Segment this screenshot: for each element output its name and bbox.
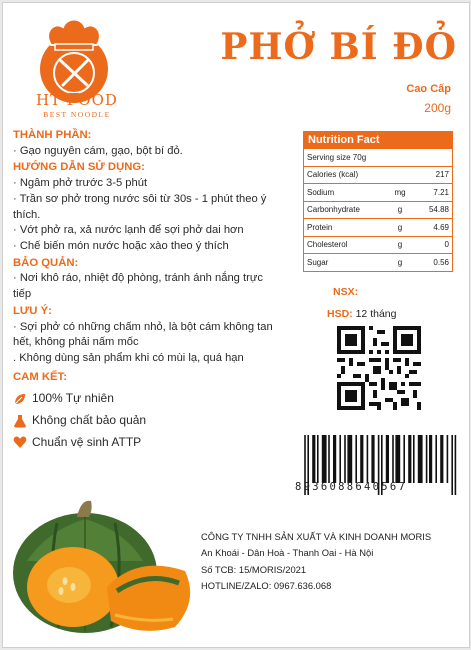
nsx-label: NSX: bbox=[333, 286, 359, 298]
note-heading: LƯU Ý: bbox=[13, 304, 52, 317]
commit-item bbox=[13, 412, 278, 429]
brand-block bbox=[17, 91, 137, 119]
ingredients-text: · Gạo nguyên cám, gạo, bột bí đỏ. bbox=[13, 144, 183, 157]
product-label bbox=[2, 2, 470, 648]
nutrient-name: Protein bbox=[307, 222, 333, 232]
nutrition-row bbox=[304, 253, 452, 271]
nutrient-unit: g bbox=[397, 205, 403, 215]
company-info bbox=[201, 529, 431, 595]
storage-text: · Nơi khô ráo, nhiệt độ phòng, tránh ánh nắng trực tiếp bbox=[13, 272, 263, 301]
nutrient-name: Sodium bbox=[307, 187, 335, 197]
info-column bbox=[13, 127, 278, 451]
heart-icon bbox=[13, 435, 27, 449]
nutrition-serving-row bbox=[304, 148, 452, 166]
nutrient-unit: g bbox=[397, 257, 403, 267]
ingredients-heading: THÀNH PHẦN: bbox=[13, 129, 92, 141]
nutrition-row bbox=[304, 218, 452, 236]
company-name: CÔNG TY TNHH SẢN XUẤT VÀ KINH DOANH MORIS bbox=[201, 531, 432, 542]
barcode-digits: 8936088640567 bbox=[295, 481, 408, 493]
nutrient-name: Calories (kcal) bbox=[307, 170, 359, 180]
nutrient-name: Cholesterol bbox=[307, 240, 348, 250]
nutrient-unit: g bbox=[397, 240, 403, 250]
hsd-label: HSD: bbox=[327, 308, 353, 320]
nutrition-title: Nutrition Fact bbox=[304, 132, 452, 148]
product-grade: Cao Cấp bbox=[406, 83, 451, 95]
company-hotline: HOTLINE/ZALO: 0967.636.068 bbox=[201, 580, 332, 592]
brand-tagline: BEST NOODLE bbox=[43, 110, 111, 119]
flask-icon bbox=[13, 414, 27, 428]
note-text: . Không dùng sản phẩm khi có mùi lạ, quá hạn bbox=[13, 351, 244, 364]
product-title: PHỞ BÍ ĐỎ bbox=[220, 26, 457, 68]
usage-heading: HƯỚNG DẪN SỬ DỤNG: bbox=[13, 161, 145, 174]
nutrient-value: 54.88 bbox=[428, 205, 449, 215]
company-address: An Khoái - Dân Hoà - Thanh Oai - Hà Nội bbox=[201, 547, 374, 559]
serving-size: Serving size 70g bbox=[307, 152, 367, 162]
usage-step: · Vớt phở ra, xả nước lạnh để sợi phở dai hơn bbox=[13, 224, 244, 237]
hsd-line bbox=[327, 308, 396, 320]
company-license: Số TCB: 15/MORIS/2021 bbox=[201, 563, 307, 575]
nutrient-value: 4.69 bbox=[433, 222, 449, 232]
nutrient-value: 0 bbox=[444, 240, 449, 250]
nutrient-unit: g bbox=[397, 222, 403, 232]
commit-label: 100% Tự nhiên bbox=[32, 391, 114, 406]
usage-step: · Chế biến món nước hoặc xào theo ý thích bbox=[13, 239, 229, 252]
storage-heading: BẢO QUẢN: bbox=[13, 256, 79, 269]
note-text: · Sợi phở có những chấm nhỏ, là bột cám không tan hết, không phải nấm mốc bbox=[13, 320, 273, 349]
commit-item bbox=[13, 434, 278, 451]
hsd-value: 12 tháng bbox=[355, 308, 397, 320]
nutrient-value: 217 bbox=[435, 170, 449, 180]
commit-label: Chuẩn vệ sinh ATTP bbox=[32, 435, 142, 450]
usage-step: · Ngâm phở trước 3-5 phút bbox=[13, 177, 148, 190]
commit-heading: CAM KẾT: bbox=[13, 370, 67, 383]
commit-label: Không chất bảo quản bbox=[32, 413, 147, 428]
nutrition-row bbox=[304, 236, 452, 254]
nutrient-name: Sugar bbox=[307, 257, 329, 267]
pumpkin-image bbox=[7, 491, 207, 641]
qr-code-icon bbox=[337, 326, 421, 410]
nutrient-value: 7.21 bbox=[433, 187, 449, 197]
nutrition-table bbox=[303, 131, 453, 272]
nutrient-name: Carbonhydrate bbox=[307, 205, 360, 215]
nutrition-row bbox=[304, 183, 452, 201]
usage-step: · Trần sơ phở trong nước sôi từ 30s - 1 phút theo ý thích. bbox=[13, 192, 267, 221]
nutrition-row bbox=[304, 201, 452, 219]
product-weight: 200g bbox=[424, 101, 451, 115]
nutrition-row bbox=[304, 166, 452, 184]
nutrient-value: 0.56 bbox=[433, 257, 449, 267]
brand-name: HT FOOD bbox=[36, 91, 118, 109]
leaf-icon bbox=[13, 392, 27, 406]
nutrient-unit: mg bbox=[394, 187, 406, 197]
commit-item bbox=[13, 390, 278, 407]
